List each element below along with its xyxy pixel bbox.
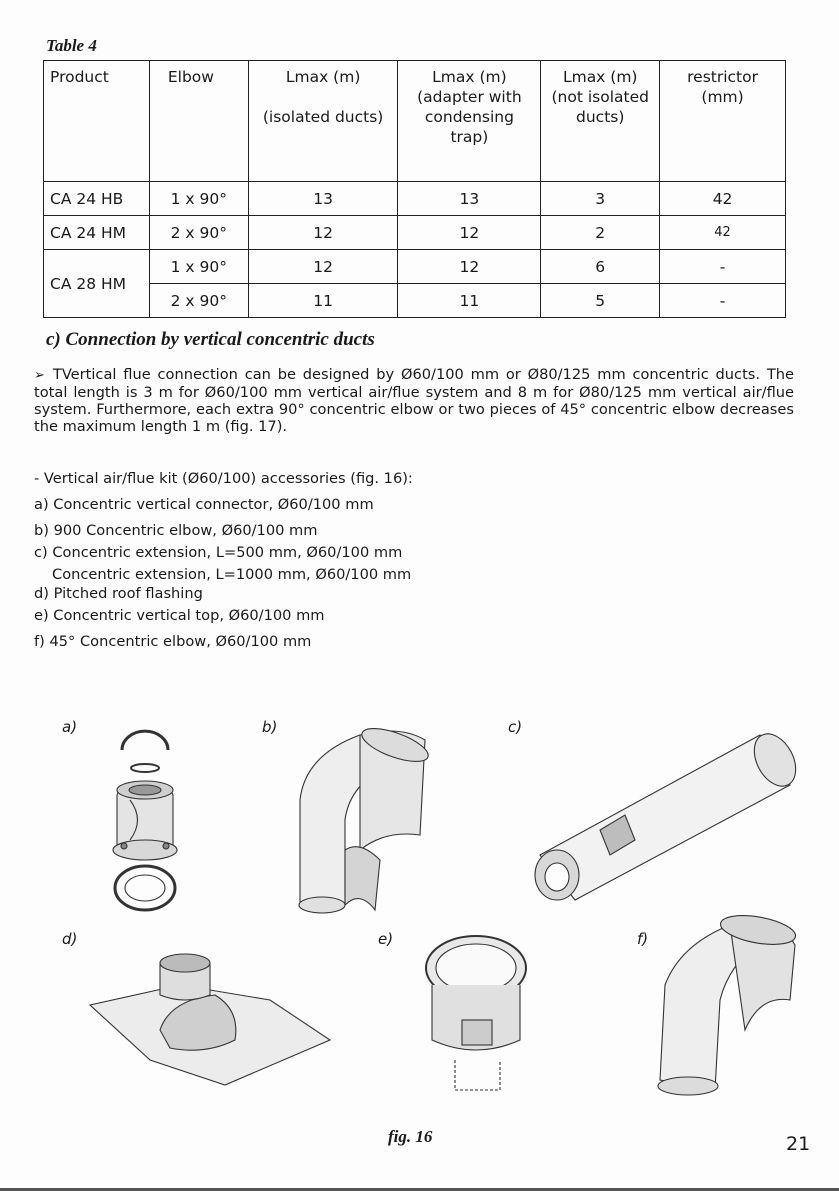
cell-not-isolated: 3 bbox=[541, 182, 660, 216]
cell-elbow: 2 x 90° bbox=[149, 216, 248, 250]
cell-product: CA 28 HM bbox=[44, 250, 150, 318]
bullet-arrow-icon: ➢ bbox=[34, 368, 45, 383]
header-restrictor: restrictor (mm) bbox=[660, 61, 786, 182]
list-item: a) Concentric vertical connector, Ø60/100 mm bbox=[34, 496, 374, 513]
cell-adapter: 11 bbox=[398, 284, 541, 318]
cell-not-isolated: 6 bbox=[541, 250, 660, 284]
cell-elbow: 1 x 90° bbox=[149, 250, 248, 284]
cell-isolated: 13 bbox=[248, 182, 398, 216]
list-item: e) Concentric vertical top, Ø60/100 mm bbox=[34, 607, 325, 624]
figure-caption: fig. 16 bbox=[388, 1127, 433, 1146]
list-item: b) 900 Concentric elbow, Ø60/100 mm bbox=[34, 522, 318, 539]
vertical-connector-illustration bbox=[113, 731, 177, 910]
cell-not-isolated: 5 bbox=[541, 284, 660, 318]
roof-flashing-illustration bbox=[90, 954, 330, 1085]
cell-restrictor: 42 bbox=[660, 182, 786, 216]
figure-label-e: e) bbox=[378, 930, 394, 948]
vertical-top-illustration bbox=[426, 936, 526, 1090]
cell-product: CA 24 HM bbox=[44, 216, 150, 250]
cell-elbow: 2 x 90° bbox=[149, 284, 248, 318]
figure-label-b: b) bbox=[262, 718, 278, 736]
kit-title: - Vertical air/flue kit (Ø60/100) accessories (fig. 16): bbox=[34, 470, 413, 487]
section-heading: c) Connection by vertical concentric ducts bbox=[46, 329, 375, 350]
page-number: 21 bbox=[786, 1133, 811, 1155]
cell-restrictor: - bbox=[660, 284, 786, 318]
list-item: c) Concentric extension, L=500 mm, Ø60/100 mm bbox=[34, 544, 403, 561]
figure-label-c: c) bbox=[508, 718, 523, 736]
cell-not-isolated: 2 bbox=[541, 216, 660, 250]
header-lmax-isolated: Lmax (m) (isolated ducts) bbox=[248, 61, 398, 182]
header-elbow: Elbow bbox=[149, 61, 248, 182]
figure-label-a: a) bbox=[62, 718, 78, 736]
cell-adapter: 12 bbox=[398, 216, 541, 250]
cell-restrictor: - bbox=[660, 250, 786, 284]
header-lmax-adapter: Lmax (m) (adapter with condensing trap) bbox=[398, 61, 541, 182]
header-lmax-not-isolated: Lmax (m) (not isolated ducts) bbox=[541, 61, 660, 182]
cell-isolated: 12 bbox=[248, 250, 398, 284]
elbow-90-illustration bbox=[299, 722, 432, 913]
extension-illustration bbox=[535, 727, 804, 900]
figure-label-d: d) bbox=[62, 930, 78, 948]
cell-adapter: 12 bbox=[398, 250, 541, 284]
list-item: d) Pitched roof flashing bbox=[34, 585, 203, 602]
cell-restrictor: 42 bbox=[660, 216, 786, 250]
list-item: f) 45° Concentric elbow, Ø60/100 mm bbox=[34, 633, 312, 650]
table-title: Table 4 bbox=[46, 36, 97, 55]
header-product: Product bbox=[44, 61, 150, 182]
cell-adapter: 13 bbox=[398, 182, 541, 216]
list-item: Concentric extension, L=1000 mm, Ø60/100 mm bbox=[52, 566, 412, 583]
figure-label-f: f) bbox=[637, 930, 649, 948]
paragraph-text: TVertical flue connection can be designed by Ø60/100 mm or Ø80/125 mm concentric ducts. The total length is 3 m for Ø60/100 mm vertical air/flue system and 8 m for Ø80/125 mm vertical air/flue system. Furthermore, each extra 90° concentric elbow or two pieces of 45° concentric elbow decreases the maximum length 1 m (fig. 17). bbox=[34, 366, 794, 435]
cell-elbow: 1 x 90° bbox=[149, 182, 248, 216]
cell-product: CA 24 HB bbox=[44, 182, 150, 216]
cell-isolated: 12 bbox=[248, 216, 398, 250]
cell-isolated: 11 bbox=[248, 284, 398, 318]
elbow-45-illustration bbox=[658, 911, 798, 1095]
